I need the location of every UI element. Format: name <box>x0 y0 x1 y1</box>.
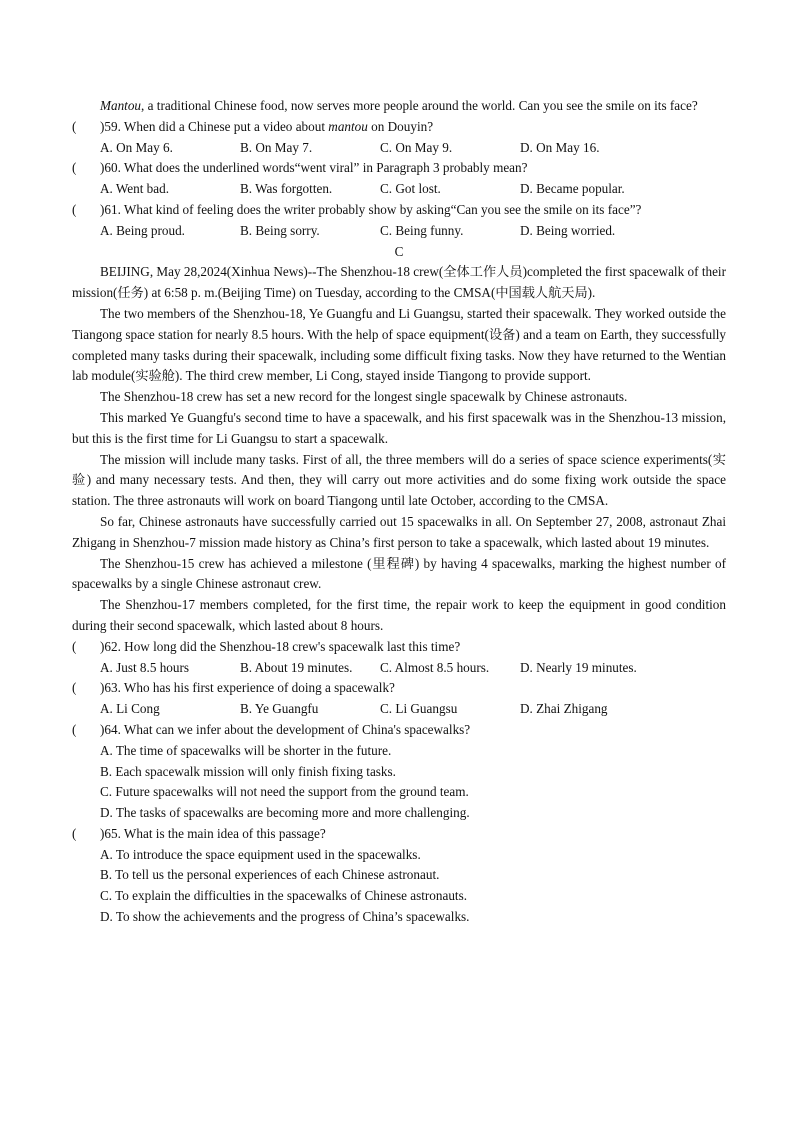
question-65 <box>72 824 726 845</box>
answer-blank-64[interactable]: ( <box>72 721 77 737</box>
answer-blank-60[interactable]: ( <box>72 160 77 176</box>
option-64-c[interactable]: C. Future spacewalks will not need the support from the ground team. <box>100 784 469 800</box>
passage-c-paragraph-3: The Shenzhou-18 crew has set a new record for the longest single spacewalk by Chinese astronauts. <box>100 389 628 405</box>
option-63-d[interactable]: D. Zhai Zhigang <box>520 701 608 717</box>
option-62-a[interactable]: A. Just 8.5 hours <box>100 659 190 675</box>
option-60-c[interactable]: C. Got lost. <box>380 181 441 197</box>
question-62-text: )62. How long did the Shenzhou-18 crew's spacewalk last this time? <box>100 638 461 654</box>
answer-blank-59[interactable]: ( <box>72 118 77 134</box>
question-59-options <box>72 138 726 159</box>
option-63-c[interactable]: C. Li Guangsu <box>380 701 458 717</box>
question-61-text: )61. What kind of feeling does the writer probably show by asking“Can you see the smile on its face”? <box>100 201 642 217</box>
passage-b-ending <box>72 96 726 117</box>
question-63 <box>72 678 726 699</box>
question-60 <box>72 158 726 179</box>
passage-c-paragraph-2: The two members of the Shenzhou-18, Ye Guangfu and Li Guangsu, started their spacewalk. They worked outside the Tiangong space station for nearly 8.5 hours. With the help of space equipment(设备) and a team on Earth, they successfully completed many tasks during their spacewalk, including some difficult fixing tasks. Now they have returned to the Wentian lab module(实验舱). The third crew member, Li Cong, stayed inside Tiangong to provide support. <box>72 305 726 384</box>
answer-blank-63[interactable]: ( <box>72 680 77 696</box>
question-61-options <box>72 221 726 242</box>
option-65-b[interactable]: B. To tell us the personal experiences of each Chinese astronaut. <box>100 867 440 883</box>
option-64-b[interactable]: B. Each spacewalk mission will only finish fixing tasks. <box>100 763 396 779</box>
answer-blank-62[interactable]: ( <box>72 638 77 654</box>
section-c-label: C <box>394 243 404 259</box>
passage-c-paragraph-6: So far, Chinese astronauts have successfully carried out 15 spacewalks in all. On September 27, 2008, astronaut Zhai Zhigang in Shenzhou-7 mission made history as China’s first person to take a spacewalk, which lasted about 19 minutes. <box>72 513 726 550</box>
option-65-c[interactable]: C. To explain the difficulties in the spacewalks of Chinese astronauts. <box>100 888 468 904</box>
option-64-a[interactable]: A. The time of spacewalks will be shorter in the future. <box>100 742 392 758</box>
passage-c-paragraph-4: This marked Ye Guangfu's second time to have a spacewalk, and his first spacewalk was in the Shenzhou-13 mission, but this is the first time for Li Guangsu to start a spacewalk. <box>72 409 726 446</box>
question-65-text: )65. What is the main idea of this passage? <box>100 825 326 841</box>
question-62-options <box>72 658 726 679</box>
exam-page <box>72 96 726 928</box>
passage-c-paragraph-8: The Shenzhou-17 members completed, for the first time, the repair work to keep the equipment in good condition during their second spacewalk, which lasted about 8 hours. <box>72 597 726 633</box>
mantou-italic: Mantou <box>100 98 142 113</box>
option-59-c[interactable]: C. On May 9. <box>380 139 453 155</box>
option-59-b[interactable]: B. On May 7. <box>240 139 313 155</box>
passage-c-paragraph-5: The mission will include many tasks. First of all, the three members will do a series of space science experiments(实验) and many necessary tests. And then, they will carry out more activities and do some fixing work outside the space station. The three astronauts will work on board Tiangong until late October, according to the CMSA. <box>72 451 726 509</box>
answer-blank-61[interactable]: ( <box>72 201 77 217</box>
option-60-d[interactable]: D. Became popular. <box>520 181 625 197</box>
question-64-text: )64. What can we infer about the development of China's spacewalks? <box>100 721 471 737</box>
option-59-a[interactable]: A. On May 6. <box>100 139 173 155</box>
option-63-a[interactable]: A. Li Cong <box>100 701 160 717</box>
question-61 <box>72 200 726 221</box>
option-61-d[interactable]: D. Being worried. <box>520 222 616 238</box>
option-59-d[interactable]: D. On May 16. <box>520 139 600 155</box>
option-62-c[interactable]: C. Almost 8.5 hours. <box>380 659 490 675</box>
question-60-options <box>72 179 726 200</box>
question-60-text: )60. What does the underlined words“went viral” in Paragraph 3 probably mean? <box>100 160 528 176</box>
question-59 <box>72 117 726 138</box>
option-61-a[interactable]: A. Being proud. <box>100 222 185 238</box>
question-63-options <box>72 699 726 720</box>
passage-b-ending-text: , a traditional Chinese food, now serves more people around the world. Can you see the smile on its face? <box>141 98 698 113</box>
passage-c-paragraph-1: BEIJING, May 28,2024(Xinhua News)--The Shenzhou-18 crew(全体工作人员)completed the first spacewalk of their mission(任务) at 6:58 p. m.(Beijing Time) on Tuesday, according to the CMSA(中国载人航天局). <box>72 264 726 301</box>
question-59-text: )59. When did a Chinese put a video about mantou on Douyin? <box>100 118 434 134</box>
option-60-b[interactable]: B. Was forgotten. <box>240 181 333 197</box>
option-63-b[interactable]: B. Ye Guangfu <box>240 701 319 717</box>
option-65-a[interactable]: A. To introduce the space equipment used in the spacewalks. <box>100 846 421 862</box>
answer-blank-65[interactable]: ( <box>72 825 77 841</box>
question-62 <box>72 637 726 658</box>
question-64 <box>72 720 726 741</box>
option-61-b[interactable]: B. Being sorry. <box>240 222 320 238</box>
passage-c-paragraph-7: The Shenzhou-15 crew has achieved a milestone (里程碑) by having 4 spacewalks, marking the highest number of spacewalks by a single Chinese astronaut crew. <box>72 555 726 592</box>
option-62-b[interactable]: B. About 19 minutes. <box>240 659 353 675</box>
option-61-c[interactable]: C. Being funny. <box>380 222 464 238</box>
option-64-d[interactable]: D. The tasks of spacewalks are becoming more and more challenging. <box>100 805 470 821</box>
option-65-d[interactable]: D. To show the achievements and the progress of China’s spacewalks. <box>100 909 470 925</box>
option-60-a[interactable]: A. Went bad. <box>100 181 170 197</box>
question-63-text: )63. Who has his first experience of doing a spacewalk? <box>100 680 395 696</box>
option-62-d[interactable]: D. Nearly 19 minutes. <box>520 659 637 675</box>
